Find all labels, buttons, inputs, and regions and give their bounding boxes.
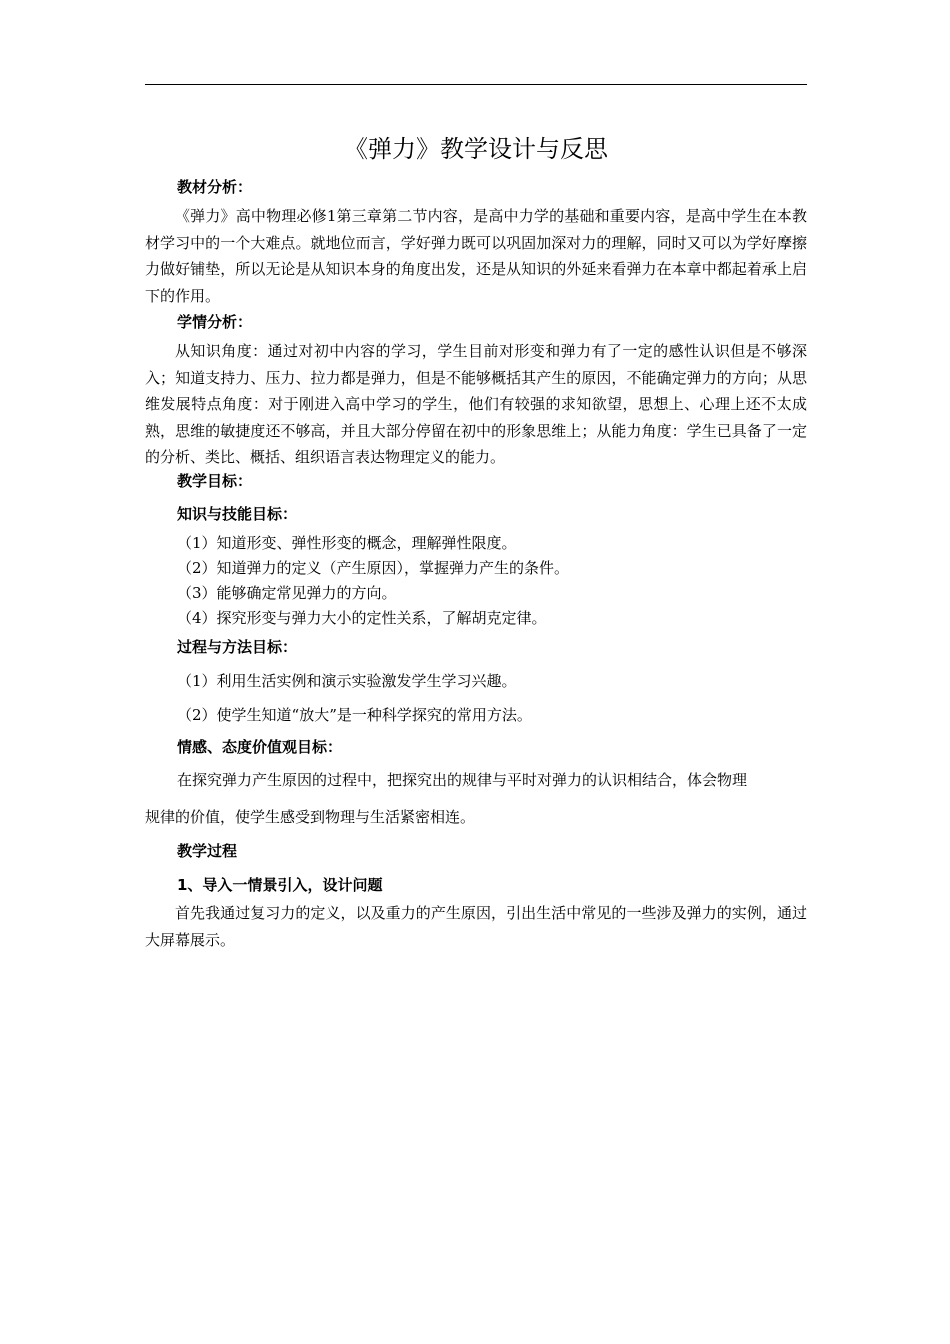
knowledge-item: （1）知道形变、弹性形变的概念，理解弹性限度。	[177, 534, 517, 552]
knowledge-item: （3）能够确定常见弹力的方向。	[177, 584, 397, 602]
step1-heading: 1、导入一情景引入，设计问题	[177, 876, 383, 894]
emotion-heading: 情感、态度价值观目标：	[177, 738, 343, 756]
teaching-process-heading: 教学过程	[177, 842, 238, 860]
step1-paragraph: 首先我通过复习力的定义，以及重力的产生原因，引出生活中常见的一些涉及弹力的实例，通过大屏幕展示。	[145, 904, 807, 949]
student-paragraph: 从知识角度：通过对初中内容的学习，学生目前对形变和弹力有了一定的感性认识但是不够深入；知道支持力、压力、拉力都是弹力，但是不能够概括其产生的原因，不能确定弹力的方向；从思维发展特点角度：对于刚进入高中学习的学生，他们有较强的求知欲望，思想上、心理上还不太成熟，思维的敏捷度还不够高，并且大部分停留在初中的形象思维上；从能力角度：学生已具备了一定的分析、类比、概括、组织语言表达物理定义的能力。	[145, 342, 807, 466]
header-rule	[145, 84, 807, 85]
knowledge-heading: 知识与技能目标：	[177, 505, 298, 523]
goals-heading: 教学目标：	[177, 472, 253, 490]
emotion-line: 规律的价值，使学生感受到物理与生活紧密相连。	[145, 808, 476, 826]
process-item: （2）使学生知道“放大”是一种科学探究的常用方法。	[177, 706, 532, 724]
knowledge-item: （4）探究形变与弹力大小的定性关系，了解胡克定律。	[177, 609, 547, 627]
material-heading: 教材分析：	[177, 178, 253, 196]
process-heading: 过程与方法目标：	[177, 638, 298, 656]
knowledge-item: （2）知道弹力的定义（产生原因），掌握弹力产生的条件。	[177, 559, 570, 577]
document-title: 《弹力》教学设计与反思	[344, 135, 608, 163]
material-paragraph: 《弹力》高中物理必修1第三章第二节内容，是高中力学的基础和重要内容，是高中学生在本教材学习中的一个大难点。就地位而言，学好弹力既可以巩固加深对力的理解，同时又可以为学好摩擦力做好铺垫，所以无论是从知识本身的角度出发，还是从知识的外延来看弹力在本章中都起着承上启下的作用。	[145, 207, 807, 305]
student-heading: 学情分析：	[177, 313, 253, 331]
emotion-line: 在探究弹力产生原因的过程中，把探究出的规律与平时对弹力的认识相结合，体会物理	[177, 771, 748, 789]
process-item: （1）利用生活实例和演示实验激发学生学习兴趣。	[177, 672, 517, 690]
